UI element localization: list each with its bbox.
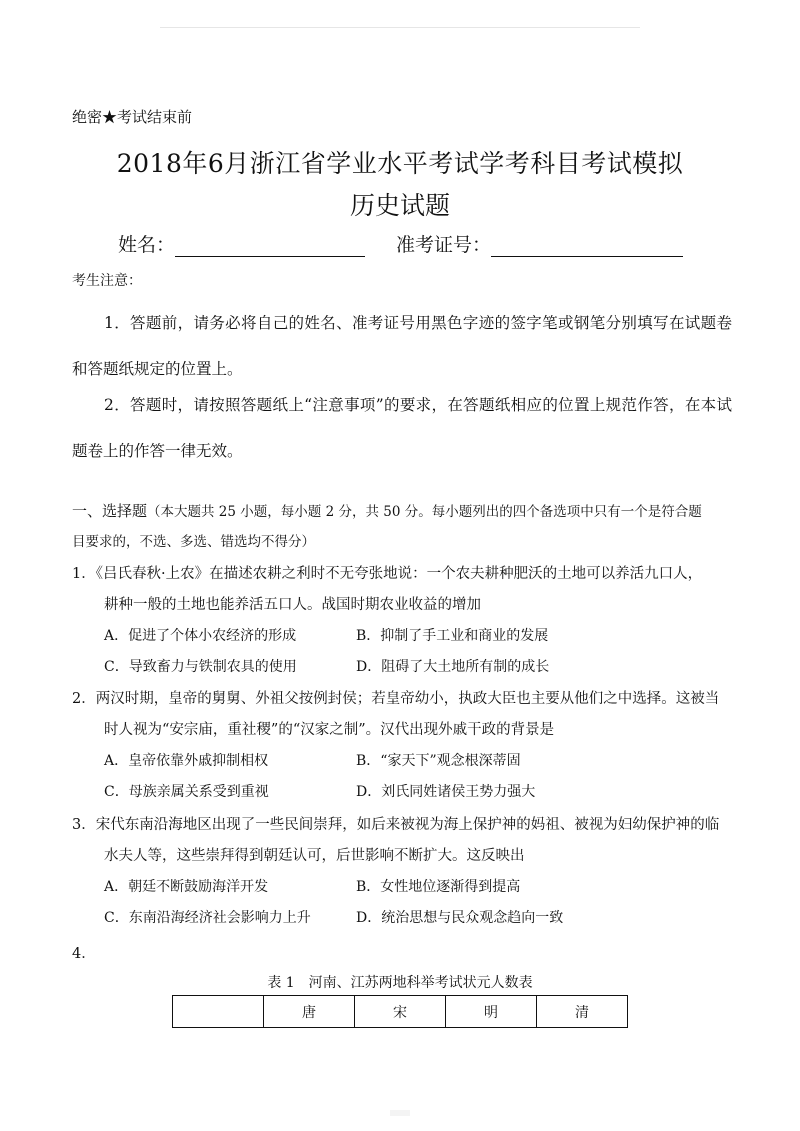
question-2-option-c[interactable]: C．母族亲属关系受到重视 (104, 784, 269, 800)
notice-item-1: 1．答题前，请务必将自己的姓名、准考证号用黑色字迹的签字笔或钢笔分别填写在试题卷和答题纸规定的位置上。 (72, 314, 732, 378)
question-3-stem-line1: 3．宋代东南沿海地区出现了一些民间崇拜，如后来被视为海上保护神的妈祖、被视为妇幼保护神的临 (72, 817, 720, 833)
question-2-stem-line2: 时人视为“安宗庙，重社稷”的“汉家之制”。汉代出现外戚干政的背景是 (104, 722, 555, 738)
table-header-cell: 宋 (355, 996, 446, 1028)
name-blank[interactable] (175, 234, 365, 257)
exam-id-label: 准考证号： (396, 234, 492, 256)
question-1-option-d[interactable]: D．阻碍了大土地所有制的成长 (356, 659, 550, 675)
name-field[interactable] (118, 230, 365, 257)
question-3-stem-line2: 水夫人等，这些崇拜得到朝廷认可，后世影响不断扩大。这反映出 (104, 848, 525, 864)
question-1-option-a[interactable]: A．促进了个体小农经济的形成 (104, 628, 297, 644)
table-1-caption: 表 1 河南、江苏两地科举考试状元人数表 (267, 975, 533, 991)
section-description: （本大题共 25 小题，每小题 2 分，共 50 分。每小题列出的四个备选项中只有一个是符合题 (147, 504, 702, 520)
table-header-cell (173, 996, 264, 1028)
question-1-option-b[interactable]: B．抑制了手工业和商业的发展 (356, 628, 549, 644)
section-description-line2: 目要求的，不选、多选、错选均不得分） (72, 534, 315, 550)
table-header-cell: 清 (537, 996, 628, 1028)
question-1-option-c[interactable]: C．导致畜力与铁制农具的使用 (104, 659, 297, 675)
exam-id-blank[interactable] (491, 234, 683, 257)
notice-item-2: 2．答题时，请按照答题纸上“注意事项”的要求，在答题纸相应的位置上规范作答，在本试题卷上的作答一律无效。 (72, 396, 732, 460)
notice-heading: 考生注意： (72, 273, 142, 289)
table-header-row (173, 996, 628, 1028)
section-title: 一、选择题 (72, 502, 148, 520)
table-header-cell: 明 (446, 996, 537, 1028)
confidential-seal: 绝密★考试结束前 (72, 108, 193, 126)
question-2-stem-line1: 2．两汉时期，皇帝的舅舅、外祖父按例封侯；若皇帝幼小，执政大臣也主要从他们之中选择。这被当 (72, 691, 720, 707)
exam-title: 2018年6月浙江省学业水平考试学考科目考试模拟 (116, 149, 684, 178)
question-3-option-c[interactable]: C．东南沿海经济社会影响力上升 (104, 910, 311, 926)
question-2-option-d[interactable]: D．刘氏同姓诸侯王势力强大 (356, 784, 536, 800)
question-3-option-b[interactable]: B．女性地位逐渐得到提高 (356, 879, 521, 895)
table-1 (172, 995, 628, 1028)
header-rule (160, 27, 640, 28)
question-1-stem-line1: 1．《吕氏春秋·上农》在描述农耕之利时不无夸张地说：一个农夫耕种肥沃的土地可以养活九口人， (72, 566, 703, 582)
page-footer-mark (390, 1110, 410, 1116)
question-1-stem-line2: 耕种一般的土地也能养活五口人。战国时期农业收益的增加 (104, 597, 481, 613)
section-heading-line1 (72, 500, 702, 521)
question-2-option-b[interactable]: B．“家天下”观念根深蒂固 (356, 753, 521, 769)
exam-subtitle: 历史试题 (349, 191, 450, 220)
question-3-option-d[interactable]: D．统治思想与民众观念趋向一致 (356, 910, 564, 926)
question-3-option-a[interactable]: A．朝廷不断鼓励海洋开发 (104, 879, 269, 895)
table-header-cell: 唐 (264, 996, 355, 1028)
question-2-option-a[interactable]: A．皇帝依靠外戚抑制相权 (104, 753, 269, 769)
name-label: 姓名： (118, 234, 176, 256)
exam-id-field[interactable] (396, 230, 683, 257)
question-4-number: 4． (72, 946, 96, 962)
